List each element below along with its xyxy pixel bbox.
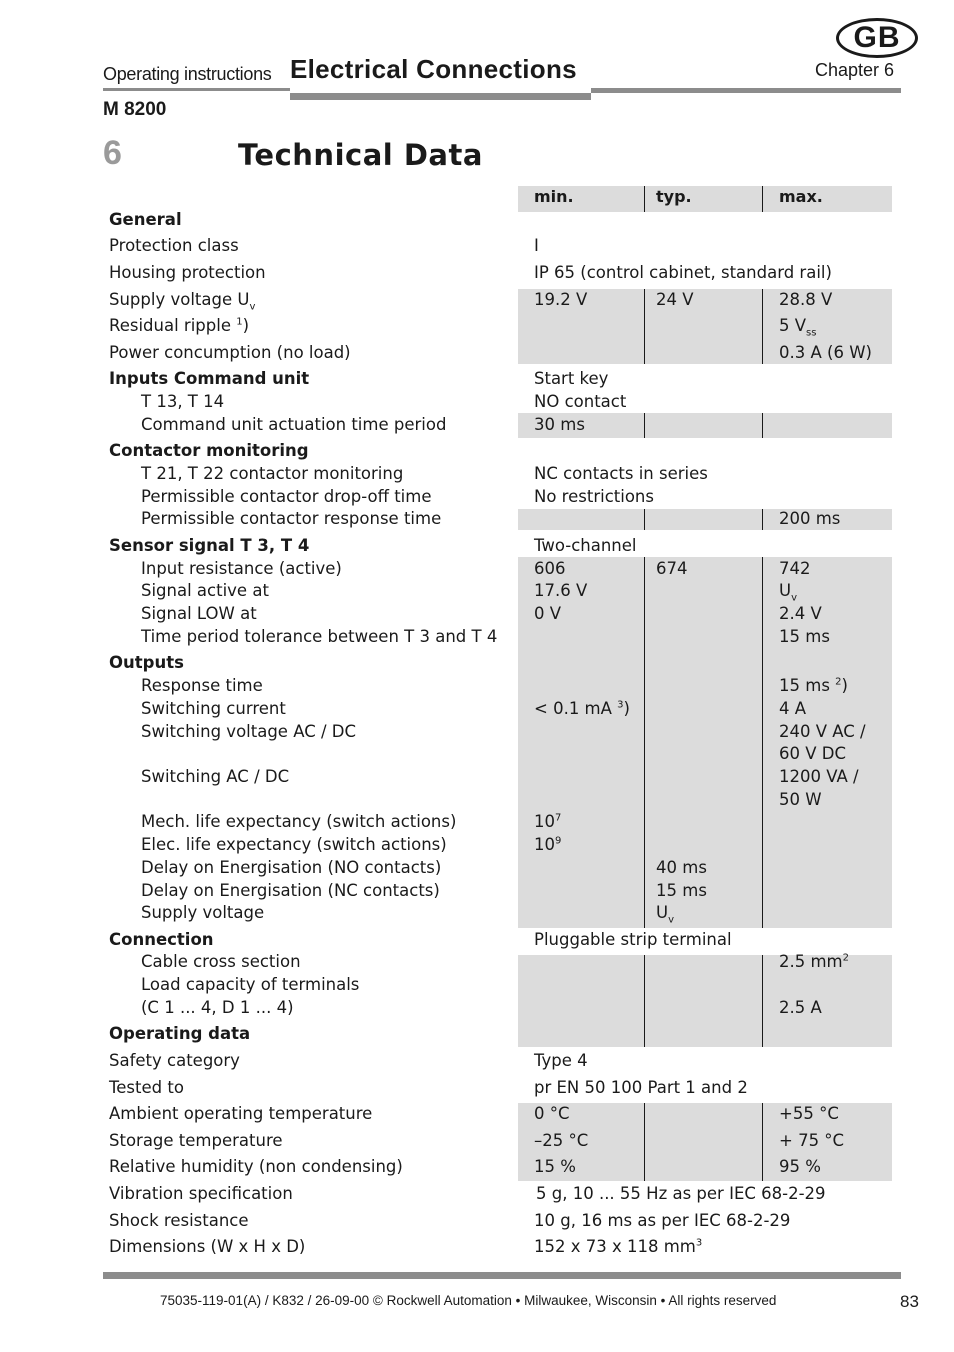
- humidity-label: Relative humidity (non condensing): [109, 1157, 403, 1176]
- delay-nc-typ: 15 ms: [656, 881, 707, 900]
- signal-active-max: $U_v$: [779, 581, 797, 604]
- t13-t14-label: T 13, T 14: [141, 392, 225, 411]
- drop-off-label: Permissible contactor drop-off time: [141, 487, 432, 506]
- signal-low-min: 0 V: [534, 604, 562, 623]
- elec-life-label: Elec. life expectancy (switch actions): [141, 835, 447, 854]
- load-capacity-label-line1: Load capacity of terminals: [141, 975, 360, 994]
- tested-to-label: Tested to: [109, 1078, 184, 1097]
- signal-low-label: Signal LOW at: [141, 604, 257, 623]
- section-general: General: [109, 210, 182, 229]
- tested-to-value: pr EN 50 100 Part 1 and 2: [534, 1078, 748, 1097]
- storage-temp-label: Storage temperature: [109, 1131, 283, 1150]
- switching-current-min: < 0.1 mA $^3$): [534, 699, 630, 718]
- footer-text: 75035-119-01(A) / K832 / 26-09-00 © Rockwell Automation • Milwaukee, Wisconsin • All rights reserved: [160, 1293, 777, 1308]
- column-header-min: min.: [534, 187, 574, 206]
- input-resistance-label: Input resistance (active): [141, 559, 342, 578]
- supply-voltage-out-typ: $U_v$: [656, 903, 674, 926]
- model-label: M 8200: [103, 99, 167, 120]
- input-resistance-min: 606: [534, 559, 566, 578]
- ambient-temp-max: +55 °C: [779, 1104, 839, 1123]
- mech-life-min: $10^7$: [534, 812, 562, 831]
- header-rule-title: [290, 93, 591, 100]
- vibration-value: 5 g, 10 ... 55 Hz as per IEC 68-2-29: [536, 1184, 826, 1203]
- t21-t22-label: T 21, T 22 contactor monitoring: [141, 464, 404, 483]
- shock-value: 10 g, 16 ms as per IEC 68-2-29: [534, 1211, 791, 1230]
- elec-life-min: $10^9$: [534, 835, 562, 854]
- delay-no-typ: 40 ms: [656, 858, 707, 877]
- input-resistance-typ: 674: [656, 559, 688, 578]
- delay-no-label: Delay on Energisation (NO contacts): [141, 858, 442, 877]
- cable-cross-max: 2.5 $mm^2$: [779, 952, 850, 971]
- sensor-signal-value: Two-channel: [534, 536, 637, 555]
- section-outputs: Outputs: [109, 653, 184, 672]
- humidity-min: 15 %: [534, 1157, 576, 1176]
- switching-current-label: Switching current: [141, 699, 286, 718]
- signal-active-min: 17.6 V: [534, 581, 588, 600]
- drop-off-value: No restrictions: [534, 487, 654, 506]
- signal-low-max: 2.4 V: [779, 604, 822, 623]
- switching-voltage-label: Switching voltage AC / DC: [141, 722, 356, 741]
- inputs-command-value: Start key: [534, 369, 609, 388]
- section-contactor-monitoring: Contactor monitoring: [109, 441, 309, 460]
- page-number: 83: [900, 1292, 919, 1311]
- protection-class-value: I: [534, 236, 539, 255]
- vibration-label: Vibration specification: [109, 1184, 293, 1203]
- housing-protection-value: IP 65 (control cabinet, standard rail): [534, 263, 832, 282]
- power-consumption-max: 0.3 A (6 W): [779, 343, 872, 362]
- cmd-actuation-label: Command unit actuation time period: [141, 415, 447, 434]
- supply-voltage-max: 28.8 V: [779, 290, 833, 309]
- response-time-max: 15 ms $^2$): [779, 676, 848, 695]
- supply-voltage-typ: 24 V: [656, 290, 694, 309]
- switching-current-max: 4 A: [779, 699, 807, 718]
- switching-acdc-max-line2: 50 W: [779, 790, 822, 809]
- doc-type-label: Operating instructions: [103, 64, 272, 84]
- t21-t22-value: NC contacts in series: [534, 464, 708, 483]
- dimensions-value: 152 x 73 x 118 $mm^3$: [534, 1237, 703, 1256]
- chapter-label: Chapter 6: [815, 60, 895, 80]
- residual-ripple-max: 5 $V_{ss}$: [779, 316, 817, 339]
- shock-label: Shock resistance: [109, 1211, 249, 1230]
- housing-protection-label: Housing protection: [109, 263, 266, 282]
- supply-voltage-min: 19.2 V: [534, 290, 588, 309]
- safety-category-label: Safety category: [109, 1051, 240, 1070]
- load-capacity-label-line2: (C 1 ... 4, D 1 ... 4): [141, 998, 294, 1017]
- supply-voltage-out-label: Supply voltage: [141, 903, 265, 922]
- gb-language-badge: GB: [836, 18, 918, 58]
- protection-class-label: Protection class: [109, 236, 239, 255]
- residual-ripple-label: Residual ripple $^1$): [109, 316, 250, 335]
- humidity-max: 95 %: [779, 1157, 821, 1176]
- storage-temp-min: –25 °C: [534, 1131, 589, 1150]
- section-inputs-command: Inputs Command unit: [109, 369, 310, 388]
- switching-acdc-max-line1: 1200 VA /: [779, 767, 859, 786]
- column-header-max: max.: [779, 187, 823, 206]
- header-rule-right: [591, 88, 901, 93]
- header-rule-left: [103, 88, 290, 91]
- ambient-temp-label: Ambient operating temperature: [109, 1104, 373, 1123]
- footer-rule: [103, 1272, 901, 1279]
- section-operating-data: Operating data: [109, 1024, 251, 1043]
- time-tolerance-label: Time period tolerance between T 3 and T 4: [141, 627, 498, 646]
- signal-active-label: Signal active at: [141, 581, 269, 600]
- load-capacity-max: 2.5 A: [779, 998, 822, 1017]
- section-connection: Connection: [109, 930, 214, 949]
- ambient-temp-min: 0 °C: [534, 1104, 570, 1123]
- column-header-typ: typ.: [656, 187, 692, 206]
- response-time-label: Response time: [141, 676, 263, 695]
- mech-life-label: Mech. life expectancy (switch actions): [141, 812, 457, 831]
- contactor-response-label: Permissible contactor response time: [141, 509, 442, 528]
- delay-nc-label: Delay on Energisation (NC contacts): [141, 881, 440, 900]
- switching-acdc-label: Switching AC / DC: [141, 767, 290, 786]
- section-title: Electrical Connections: [290, 54, 577, 84]
- chapter-number: 6: [103, 134, 122, 172]
- time-tolerance-max: 15 ms: [779, 627, 830, 646]
- cmd-actuation-min: 30 ms: [534, 415, 585, 434]
- supply-voltage-label: Supply voltage $U_v$: [109, 290, 256, 313]
- chapter-title: Technical Data: [238, 138, 483, 172]
- safety-category-value: Type 4: [534, 1051, 588, 1070]
- contactor-response-max: 200 ms: [779, 509, 841, 528]
- switching-voltage-max-line1: 240 V AC /: [779, 722, 866, 741]
- storage-temp-max: + 75 °C: [779, 1131, 845, 1150]
- switching-voltage-max-line2: 60 V DC: [779, 744, 846, 763]
- cable-cross-label: Cable cross section: [141, 952, 301, 971]
- t13-t14-value: NO contact: [534, 392, 627, 411]
- input-resistance-max: 742: [779, 559, 811, 578]
- connection-value: Pluggable strip terminal: [534, 930, 732, 949]
- power-consumption-label: Power concumption (no load): [109, 343, 351, 362]
- section-sensor-signal: Sensor signal T 3, T 4: [109, 536, 310, 555]
- dimensions-label: Dimensions (W x H x D): [109, 1237, 306, 1256]
